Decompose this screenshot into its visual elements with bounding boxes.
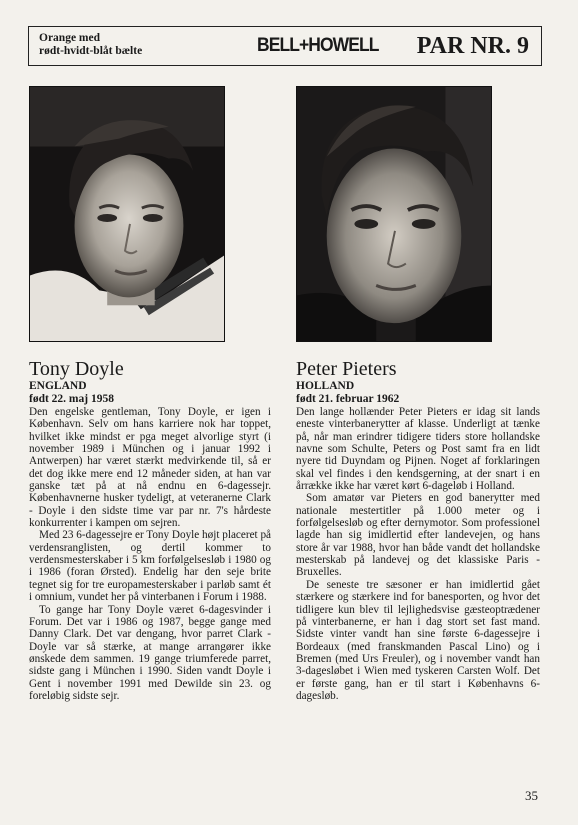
rider-birthdate: født 22. maj 1958 xyxy=(29,393,114,405)
rider-country: HOLLAND xyxy=(296,380,355,392)
page-header xyxy=(28,26,542,66)
bio-paragraph: To gange har Tony Doyle været 6-dagesvinder i Forum. Det var i 1986 og 1987, begge gange med Danny Clark. Det var dengang, hvor parret Clark - Doyle var så stærke, at mange arrangører ikke ønskede dem sammen. 19 gange triumferede parret, sidste gang i München i 1990. Siden vandt Doyle i Gent i november 1991 med Dewilde sin 23. og foreløbig sidste sejr. xyxy=(29,603,271,702)
belt-line-1: Orange med xyxy=(39,32,101,44)
jersey-description xyxy=(39,32,142,58)
sponsor-logo: BELL+HOWELL xyxy=(257,35,379,56)
bio-paragraph: De seneste tre sæsoner er han imidlertid gået stærkere og stærkere ind for banesporten, og hvor det tidligere kun blev til lejlighedsvise gæsteoptrædener på vinterbanerne, er han i dag stort set fast mand. Sidste vinter vandt han sine første 6-dagessejre i Bordeaux (med franskmanden Pascal Lino) og i Bremen (med Urs Freuler), og i november vandt han 3-dagesløbet i Wien med tyskeren Carsten Wolf. Det er første gang, han er til start i Københavns 6-dagesløb. xyxy=(296,578,540,702)
bio-paragraph: Den engelske gentleman, Tony Doyle, er igen i København. Selv om hans karriere nok har toppet, hvilket ikke mindst er pga meget alvorlige styrt (i november 1989 i München og i januar 1992 i Antwerpen) har været stærkt medvirkende til, så er det dog ikke mere end 12 måneder siden, at han var ganske tæt på at nå endnu en 6-dagessejr. Københavnerne husker tydeligt, at veteranerne Clark - Doyle i den sidste time var par nr. 7's hårdeste konkurrenter i kampen om sejren. xyxy=(29,406,271,530)
page-number: 35 xyxy=(525,788,538,803)
bio-paragraph: Som amatør var Pieters en god banerytter med nationale mestertitler på 1.000 meter og i forfølgelsesløb og efter dernymotor. Som professionel lagde han sig imidlertid efter landevejen, og hans store år var 1988, hvor han både vandt det hollandske mesterskab på landevej og det klassiske Paris - Bruxelles. xyxy=(296,492,540,579)
belt-line-2: rødt-hvidt-blåt bælte xyxy=(39,45,143,57)
rider-name: Peter Pieters xyxy=(296,358,397,380)
pair-number: PAR NR. 9 xyxy=(416,33,529,59)
rider-birthdate: født 21. februar 1962 xyxy=(296,393,400,405)
rider-country: ENGLAND xyxy=(29,380,87,392)
bio-paragraph: Med 23 6-dagessejre er Tony Doyle højt placeret på verdensranglisten, og dertil kommer to verdensmesterskaber i 5 km forfølgelsesløb i 1980 og i 1986 (foran Ørsted). Endelig har den seje brite tegnet sig for tre europamesterskaber i parløb samt ét i omnium, vundet her på vinterbanen i Forum i 1988. xyxy=(29,529,272,604)
rider-column-pieters xyxy=(296,358,540,702)
bio-paragraph: Den lange hollænder Peter Pieters er idag sit lands eneste vinterbanerytter af klasse. Underligt at tænke på, når man erindrer tidigere tiders store hollandske navne som Schulte, Peters og Post samt fra en lidt nyere tid Duyndam og Pijnen. Noget af forklaringen skal vel findes i den kendsgerning, at der snart i en årrække ikke har været kørt 6-dageløb i Holland. xyxy=(296,406,540,493)
rider-photo-pieters xyxy=(296,86,492,342)
rider-column-doyle xyxy=(29,358,271,702)
rider-name: Tony Doyle xyxy=(29,358,124,380)
rider-photo-doyle xyxy=(29,86,225,342)
